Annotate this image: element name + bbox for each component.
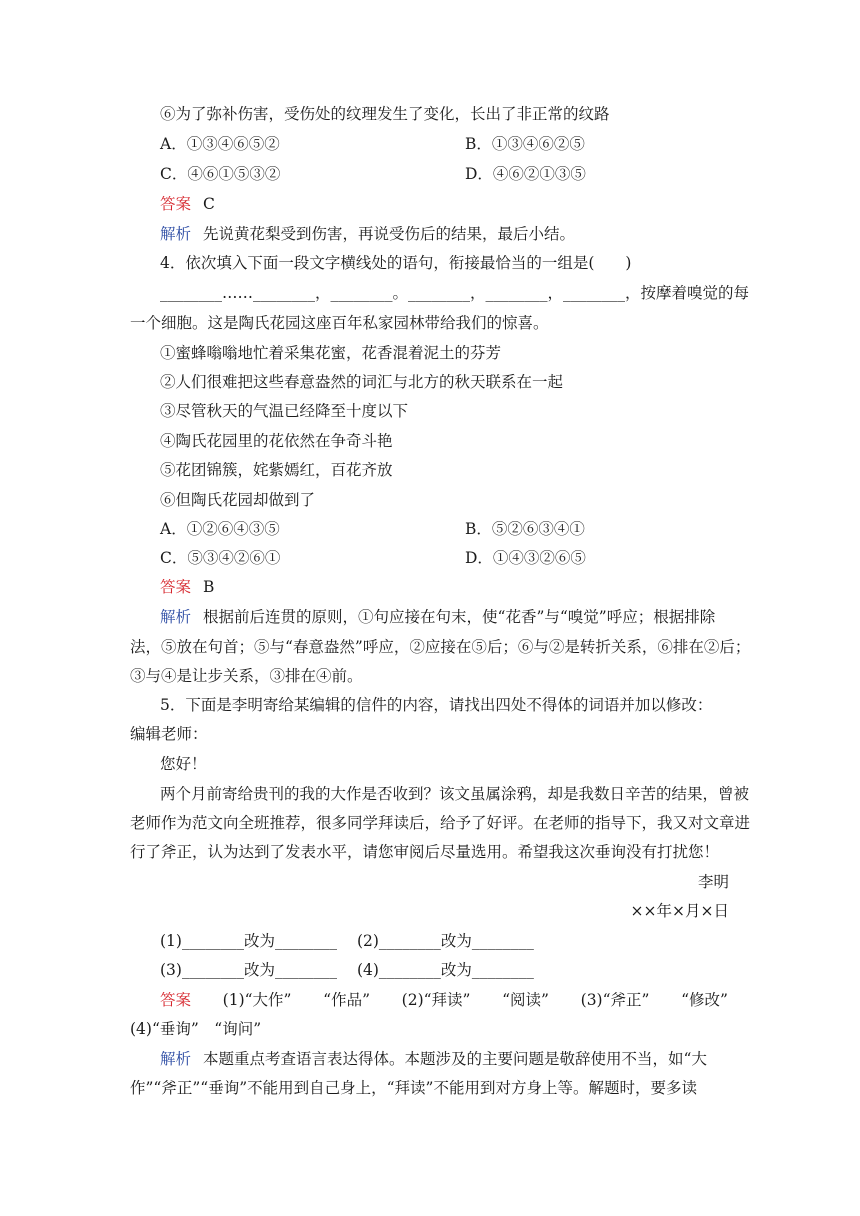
q4-option-a: A．①②⑥④③⑤ [160,520,280,538]
q5-fill-row-1 [160,931,534,951]
analysis-text: 根据前后连贯的原则，①句应接在句末，使“花香”与“嗅觉”呼应；根据排除 [203,608,716,626]
answer-part: (1)“大作” [222,991,292,1009]
q4-item: ①蜜蜂嗡嗡地忙着采集花蜜，花香混着泥土的芬芳 [160,344,502,362]
answer-value: B [203,578,215,596]
analysis-label: 解析 [160,225,192,243]
letter-body-line-3: 行了斧正，认为达到了发表水平，请您审阅后尽量选用。希望我这次垂询没有打扰您！ [130,843,720,861]
q4-analysis-line-1 [160,607,715,627]
q3-answer [160,194,215,214]
q4-option-b: B．⑤②⑥③④① [465,520,585,538]
q4-item: ⑥但陶氏花园却做到了 [160,491,316,509]
q4-blank-line-2: 一个细胞。这是陶氏花园这座百年私家园林带给我们的惊喜。 [130,314,549,332]
answer-part: “阅读” [502,991,549,1009]
q3-analysis [160,224,575,244]
q4-analysis-line-3: ③与④是让步关系，③排在④前。 [130,667,363,685]
fill-blank-3: (3)________改为________ [160,961,337,979]
q4-stem: 4．依次填入下面一段文字横线处的语句，衔接最恰当的一组是( ) [160,254,632,272]
letter-body-line-2: 老师作为范文向全班推荐，很多同学拜读后，给予了好评。在老师的指导下，我又对文章进 [130,814,751,832]
q4-answer [160,577,214,597]
analysis-label: 解析 [160,608,192,626]
q3-item-6: ⑥为了弥补伤害，受伤处的纹理发生了变化，长出了非正常的纹路 [160,105,610,123]
q4-item: ⑤花团锦簇，姹紫嫣红，百花齐放 [160,461,393,479]
q4-option-c: C．⑤③④②⑥① [160,549,281,567]
q5-analysis-line-1 [160,1049,707,1069]
letter-greeting: 您好！ [160,755,207,773]
q4-blank-line: ________……________，________。________，________，________，按摩着嗅觉的每 [160,284,750,302]
q3-options-row1 [160,134,760,154]
q4-options-row2 [160,548,760,568]
fill-blank-2: (2)________改为________ [356,932,534,950]
q5-answer-line-2: (4)“垂询” “询问” [130,1020,262,1038]
q4-options-row1 [160,519,760,539]
q4-option-d: D．①④③②⑥⑤ [465,549,586,567]
letter-body-line-1: 两个月前寄给贵刊的我的大作是否收到？该文虽属涂鸦，却是我数日辛苦的结果，曾被 [160,785,750,803]
q3-option-a: A．①③④⑥⑤② [160,135,280,153]
q3-option-b: B．①③④⑥②⑤ [465,135,585,153]
q4-item: ④陶氏花园里的花依然在争奇斗艳 [160,432,393,450]
answer-label: 答案 [160,578,192,596]
answer-part: “修改” [681,991,728,1009]
q3-option-d: D．④⑥②①③⑤ [465,165,586,183]
answer-label: 答案 [160,991,192,1009]
analysis-text: 本题重点考查语言表达得体。本题涉及的主要问题是敬辞使用不当，如“大 [203,1050,707,1068]
q5-stem: 5．下面是李明寄给某编辑的信件的内容，请找出四处不得体的词语并加以修改： [160,696,713,714]
q5-fill-row-2 [160,960,534,980]
fill-blank-4: (4)________改为________ [356,961,534,979]
letter-salutation: 编辑老师： [130,725,208,743]
letter-signature: 李明 [697,873,729,891]
fill-blank-1: (1)________改为________ [160,932,337,950]
q4-item: ③尽管秋天的气温已经降至十度以下 [160,402,409,420]
answer-value: C [203,195,215,213]
answer-part: (3)“斧正” [580,991,650,1009]
answer-label: 答案 [160,195,192,213]
q4-item: ②人们很难把这些春意盎然的词汇与北方的秋天联系在一起 [160,373,564,391]
q5-analysis-line-2: 作”“斧正”“垂询”不能用到自己身上，“拜读”不能用到对方身上等。解题时，要多读 [130,1079,697,1097]
letter-date: ××年×月×日 [630,902,729,920]
analysis-text: 先说黄花梨受到伤害，再说受伤后的结果，最后小结。 [203,225,576,243]
q3-options-row2 [160,164,760,184]
answer-part: (2)“拜读” [401,991,471,1009]
q5-answer-line-1 [160,990,728,1010]
analysis-label: 解析 [160,1050,192,1068]
answer-part: “作品” [323,991,370,1009]
q3-option-c: C．④⑥①⑤③② [160,165,281,183]
q4-analysis-line-2: 法，⑤放在句首；⑤与“春意盎然”呼应，②应接在⑤后；⑥与②是转折关系，⑥排在②后； [130,638,751,656]
